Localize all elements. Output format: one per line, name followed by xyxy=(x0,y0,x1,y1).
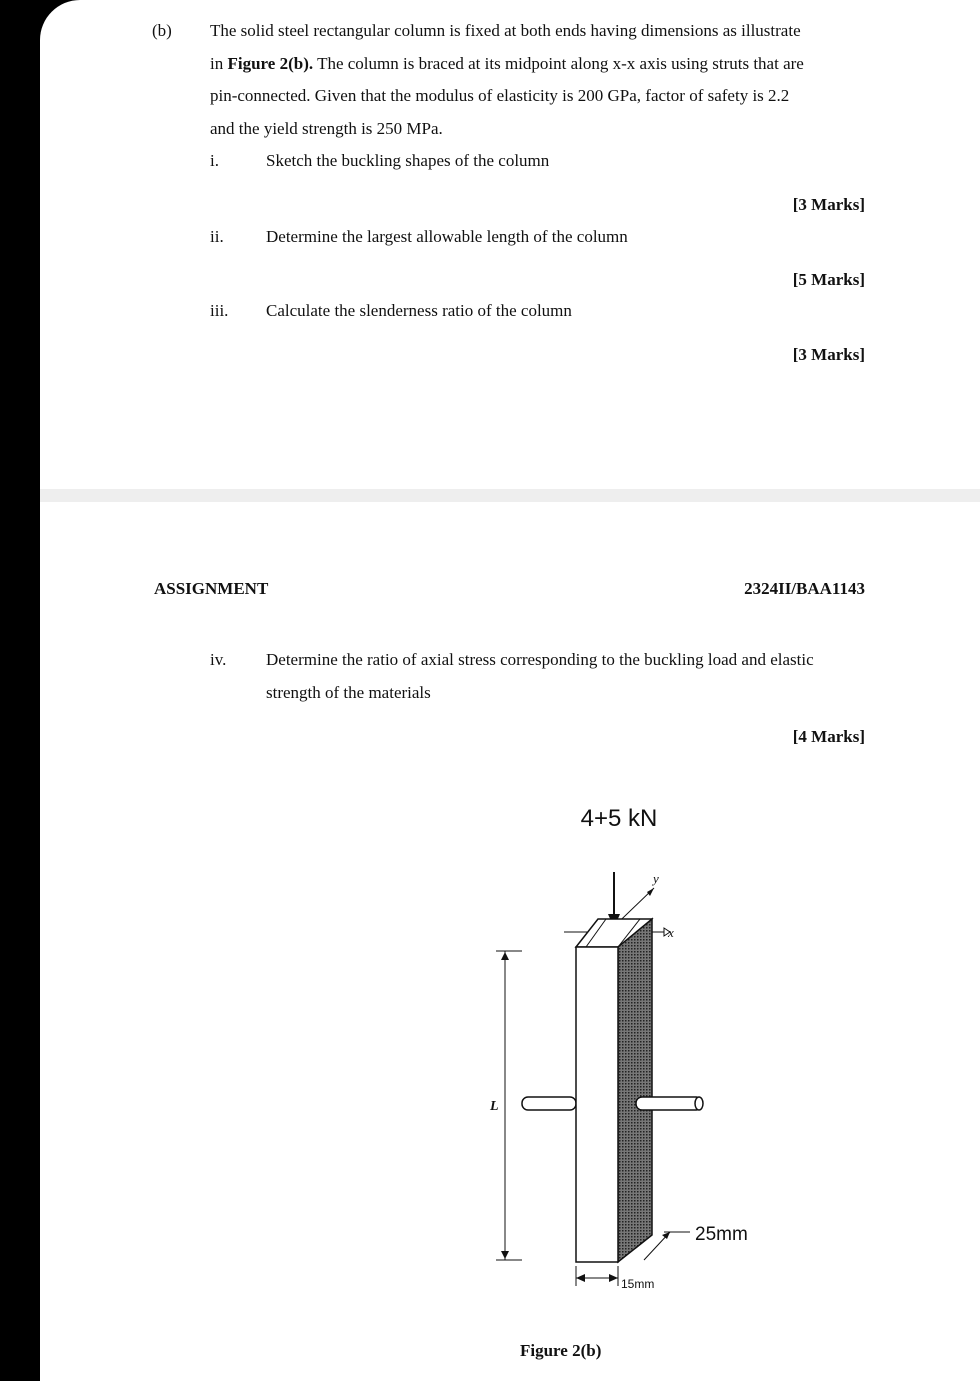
width-dimension xyxy=(576,1266,618,1286)
load-label: 4+5 kN xyxy=(580,805,658,832)
right-strut xyxy=(636,1097,703,1110)
y-axis-label: y xyxy=(653,871,659,886)
question-label: (b) xyxy=(152,21,172,40)
column-figure xyxy=(440,805,760,1320)
part-i-text: Sketch the buckling shapes of the column xyxy=(266,151,550,170)
part-iv-text-line-1: Determine the ratio of axial stress corresponding to the buckling load and elastic xyxy=(266,650,814,669)
part-ii-number: ii. xyxy=(210,227,224,246)
document-page xyxy=(40,0,980,1381)
header-right: 2324II/BAA1143 xyxy=(744,579,865,598)
part-ii-marks: [5 Marks] xyxy=(792,270,865,289)
part-i-number: i. xyxy=(210,151,219,170)
part-iv-marks: [4 Marks] xyxy=(792,727,865,746)
page-break xyxy=(40,489,980,502)
part-iii-number: iii. xyxy=(210,301,229,320)
depth-label: 25mm xyxy=(695,1224,748,1245)
header-left: ASSIGNMENT xyxy=(154,579,269,598)
length-label: L xyxy=(490,1099,499,1114)
x-axis-label: x xyxy=(668,925,674,940)
intro-line-1: The solid steel rectangular column is fixed at both ends having dimensions as illustrate xyxy=(210,21,801,40)
length-dimension xyxy=(496,951,522,1260)
figure-caption: Figure 2(b) xyxy=(520,1341,602,1360)
steel-column xyxy=(576,919,652,1262)
part-ii-text: Determine the largest allowable length of the column xyxy=(266,227,628,246)
width-label: 15mm xyxy=(621,1277,655,1291)
intro-line-3: pin-connected. Given that the modulus of elasticity is 200 GPa, factor of safety is 2.2 xyxy=(210,86,790,105)
part-iii-text: Calculate the slenderness ratio of the column xyxy=(266,301,572,320)
intro-line-4: and the yield strength is 250 MPa. xyxy=(210,119,443,138)
part-iv-text-line-2: strength of the materials xyxy=(266,683,431,702)
part-iv-number: iv. xyxy=(210,650,227,669)
part-iii-marks: [3 Marks] xyxy=(792,345,865,364)
part-i-marks: [3 Marks] xyxy=(792,195,865,214)
left-strut xyxy=(522,1097,576,1110)
intro-line-2: in Figure 2(b). The column is braced at its midpoint along x-x axis using struts that are xyxy=(210,54,804,73)
